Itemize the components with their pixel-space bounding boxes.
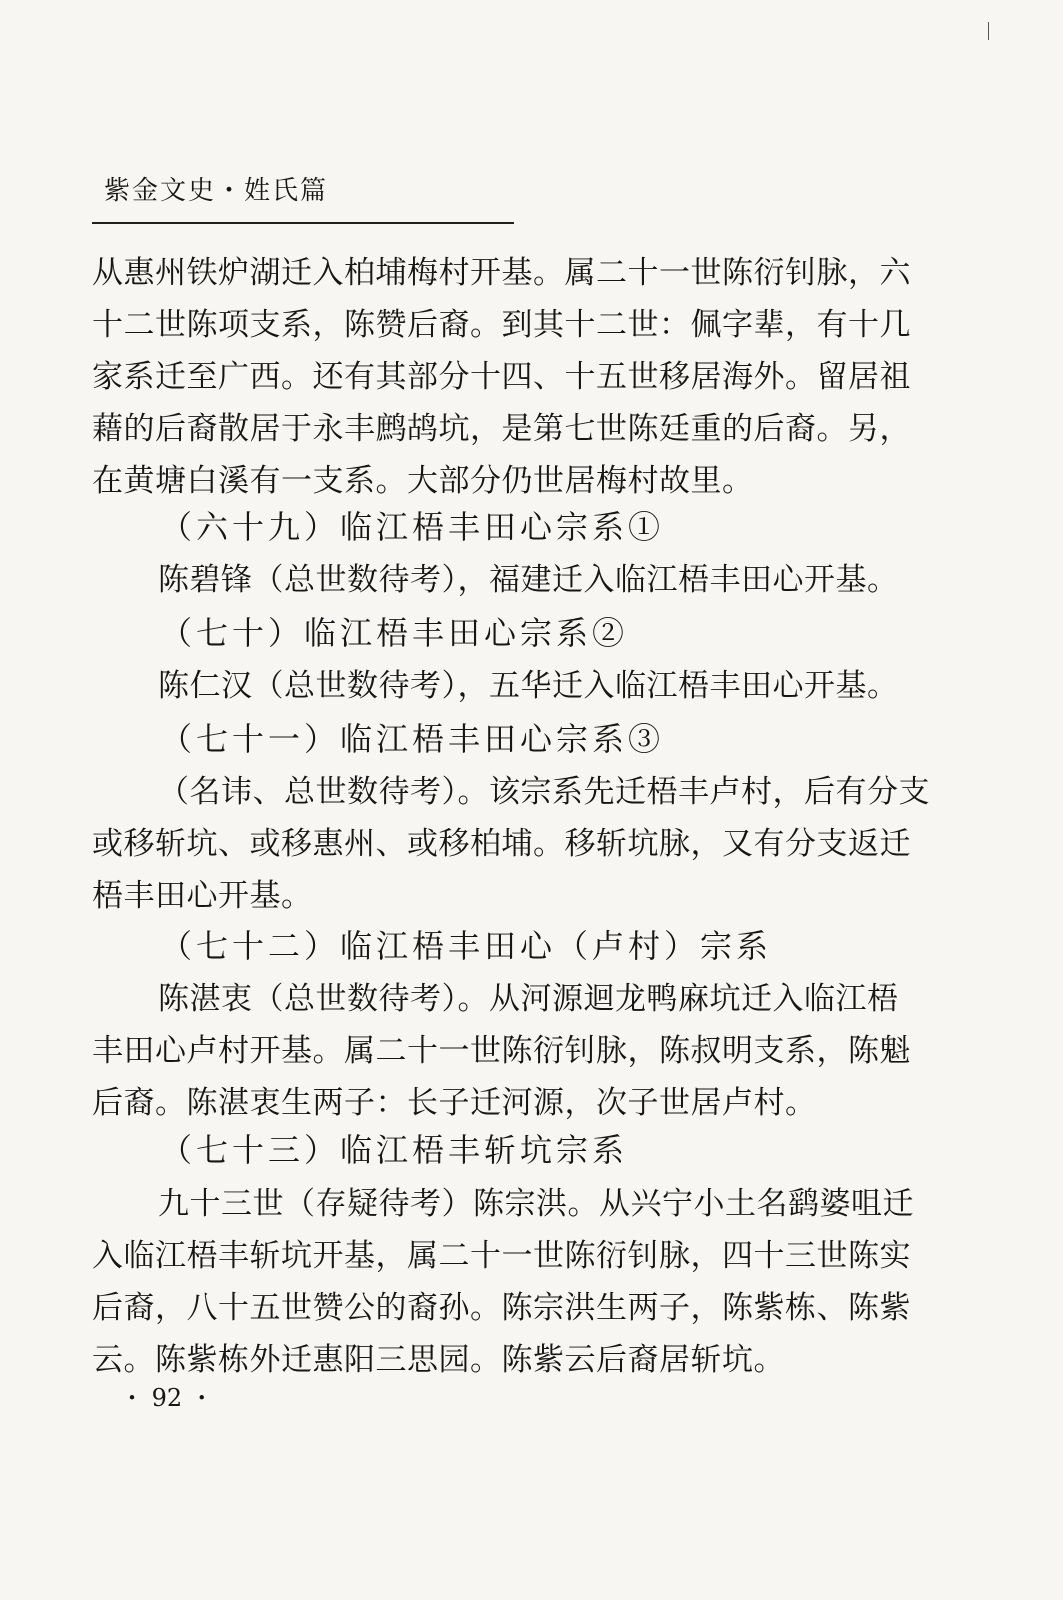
running-header: 紫金文史・姓氏篇 xyxy=(104,176,329,206)
header-rule xyxy=(92,222,514,224)
section-heading-69: （六十九）临江梧丰田心宗系① xyxy=(160,508,665,546)
section-72-line-1: 陈湛衷（总世数待考）。从河源迴龙鸭麻坑迁入临江梧 xyxy=(158,981,899,1017)
text-line: 十二世陈项支系，陈赞后裔。到其十二世：佩字辈，有十几 xyxy=(92,307,911,343)
section-72-continuation xyxy=(92,1025,922,1129)
section-73-continuation xyxy=(92,1230,922,1386)
section-71-continuation xyxy=(92,818,922,922)
section-71-line-1: （名讳、总世数待考）。该宗系先迁梧丰卢村，后有分支 xyxy=(158,774,930,810)
section-heading-73: （七十三）临江梧丰斩坑宗系 xyxy=(160,1131,629,1169)
intro-paragraph xyxy=(92,247,922,507)
text-line: 后裔。陈湛衷生两子：长子迁河源，次子世居卢村。 xyxy=(92,1085,817,1121)
text-line: 从惠州铁炉湖迁入柏埔梅村开基。属二十一世陈衍钊脉，六 xyxy=(92,255,911,291)
section-73-line-1: 九十三世（存疑待考）陈宗洪。从兴宁小土名鹞婆咀迁 xyxy=(158,1186,914,1222)
text-line: 丰田心卢村开基。属二十一世陈衍钊脉，陈叔明支系，陈魁 xyxy=(92,1033,911,1069)
section-heading-72: （七十二）临江梧丰田心（卢村）宗系 xyxy=(160,927,773,965)
text-line: 梧丰田心开基。 xyxy=(92,878,313,914)
page-number: ・ 92 ・ xyxy=(120,1384,214,1412)
text-line: 入临江梧丰斩坑开基，属二十一世陈衍钊脉，四十三世陈实 xyxy=(92,1238,911,1274)
margin-mark xyxy=(988,22,989,40)
text-line: 在黄塘白溪有一支系。大部分仍世居梅村故里。 xyxy=(92,463,754,499)
section-69-text: 陈碧锋（总世数待考），福建迁入临江梧丰田心开基。 xyxy=(158,562,899,598)
text-line: 云。陈紫栋外迁惠阳三思园。陈紫云后裔居斩坑。 xyxy=(92,1342,785,1378)
text-line: 后裔，八十五世赞公的裔孙。陈宗洪生两子，陈紫栋、陈紫 xyxy=(92,1290,911,1326)
section-heading-70: （七十）临江梧丰田心宗系② xyxy=(160,614,629,652)
section-70-text: 陈仁汉（总世数待考），五华迁入临江梧丰田心开基。 xyxy=(158,668,899,704)
text-line: 家系迁至广西。还有其部分十四、十五世移居海外。留居祖 xyxy=(92,359,911,395)
text-line: 藉的后裔散居于永丰鹧鸪坑，是第七世陈廷重的后裔。另， xyxy=(92,411,911,447)
text-line: 或移斩坑、或移惠州、或移柏埔。移斩坑脉，又有分支返迁 xyxy=(92,826,911,862)
section-heading-71: （七十一）临江梧丰田心宗系③ xyxy=(160,720,665,758)
